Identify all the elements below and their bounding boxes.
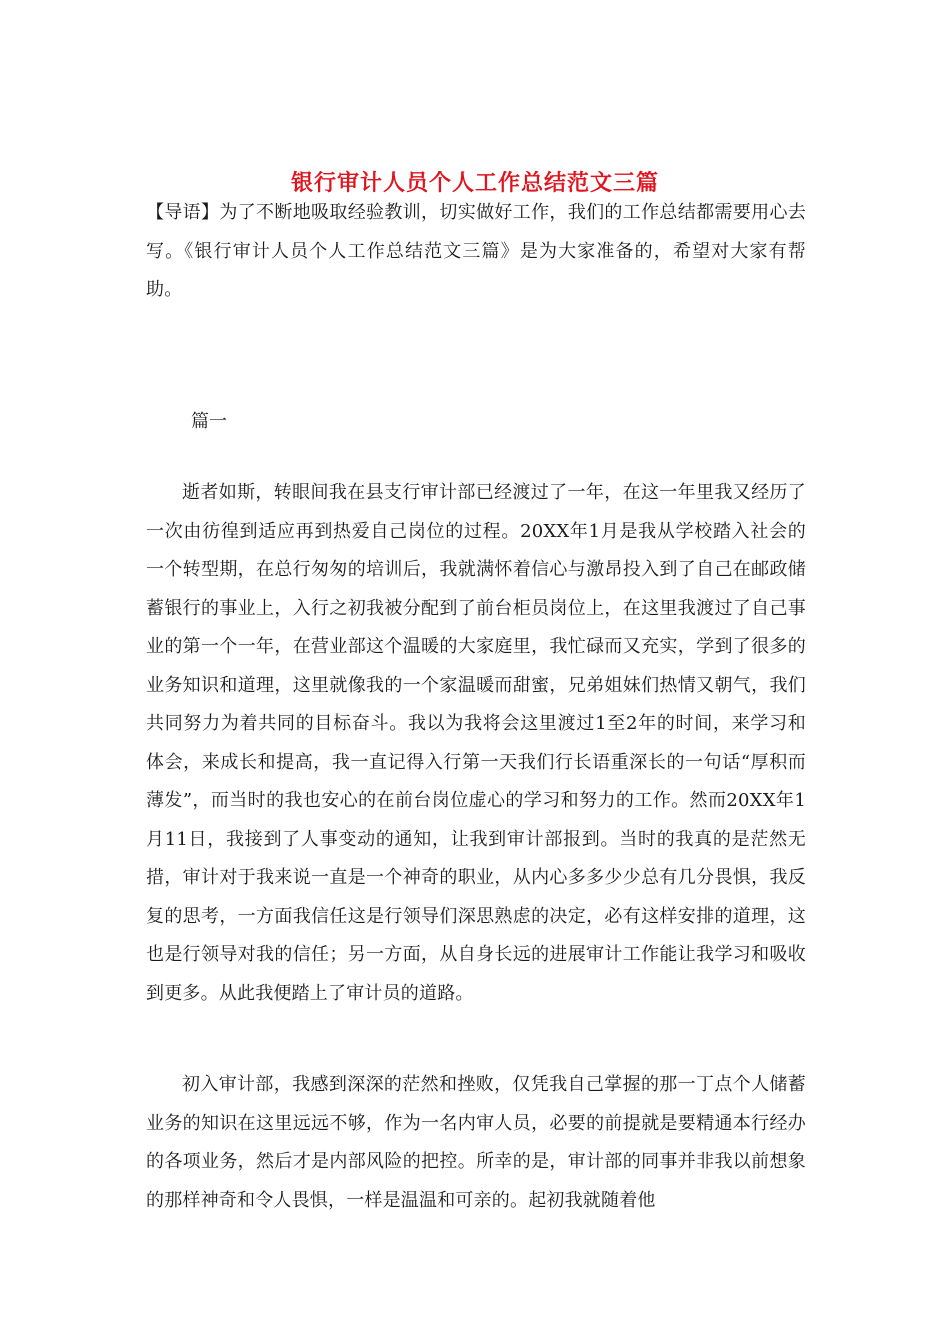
body-paragraph-2: 初入审计部，我感到深深的茫然和挫败，仅凭我自己掌握的那一丁点个人储蓄业务的知识在这里远远不够，作为一名内审人员，必要的前提就是要精通本行经办的各项业务，然后才是内部风险的把控。所幸的是，审计部的同事并非我以前想象的那样神奇和令人畏惧，一样是温温和可亲的。起初我就随着他 [146, 1074, 806, 1211]
body-paragraph-1: 逝者如斯，转眼间我在县支行审计部已经渡过了一年，在这一年里我又经历了一次由彷徨到适应再到热爱自己岗位的过程。20XX年1月是我从学校踏入社会的一个转型期，在总行匆匆的培训后，我就满怀着信心与激昂投入到了自己在邮政储蓄银行的事业上，入行之初我被分配到了前台柜员岗位上，在这里我渡过了自己事业的第一个一年，在营业部这个温暖的大家庭里，我忙碌而又充实，学到了很多的业务知识和道理，这里就像我的一个家温暖而甜蜜，兄弟姐妹们热情又朝气，我们共同努力为着共同的目标奋斗。我以为我将会这里渡过1至2年的时间，来学习和体会，来成长和提高，我一直记得入行第一天我们行长语重深长的一句话“厚积而薄发”，而当时的我也安心的在前台岗位虚心的学习和努力的工作。然而20XX年1月11日，我接到了人事变动的通知，让我到审计部报到。当时的我真的是茫然无措，审计对于我来说一直是一个神奇的职业，从内心多多少少总有几分畏惧，我反复的思考，一方面我信任这是行领导们深思熟虑的决定，必有这样安排的道理，这也是行领导对我的信任；另一方面，从自身长远的进展审计工作能让我学习和吸收到更多。从此我便踏上了审计员的道路。 [146, 482, 806, 1004]
section-label: 篇一 [191, 411, 227, 432]
intro-paragraph: 【导语】为了不断地吸取经验教训，切实做好工作，我们的工作总结都需要用心去写。《银行审计人员个人工作总结范文三篇》是为大家准备的，希望对大家有帮助。 [146, 202, 806, 300]
document-title: 银行审计人员个人工作总结范文三篇 [290, 169, 659, 196]
